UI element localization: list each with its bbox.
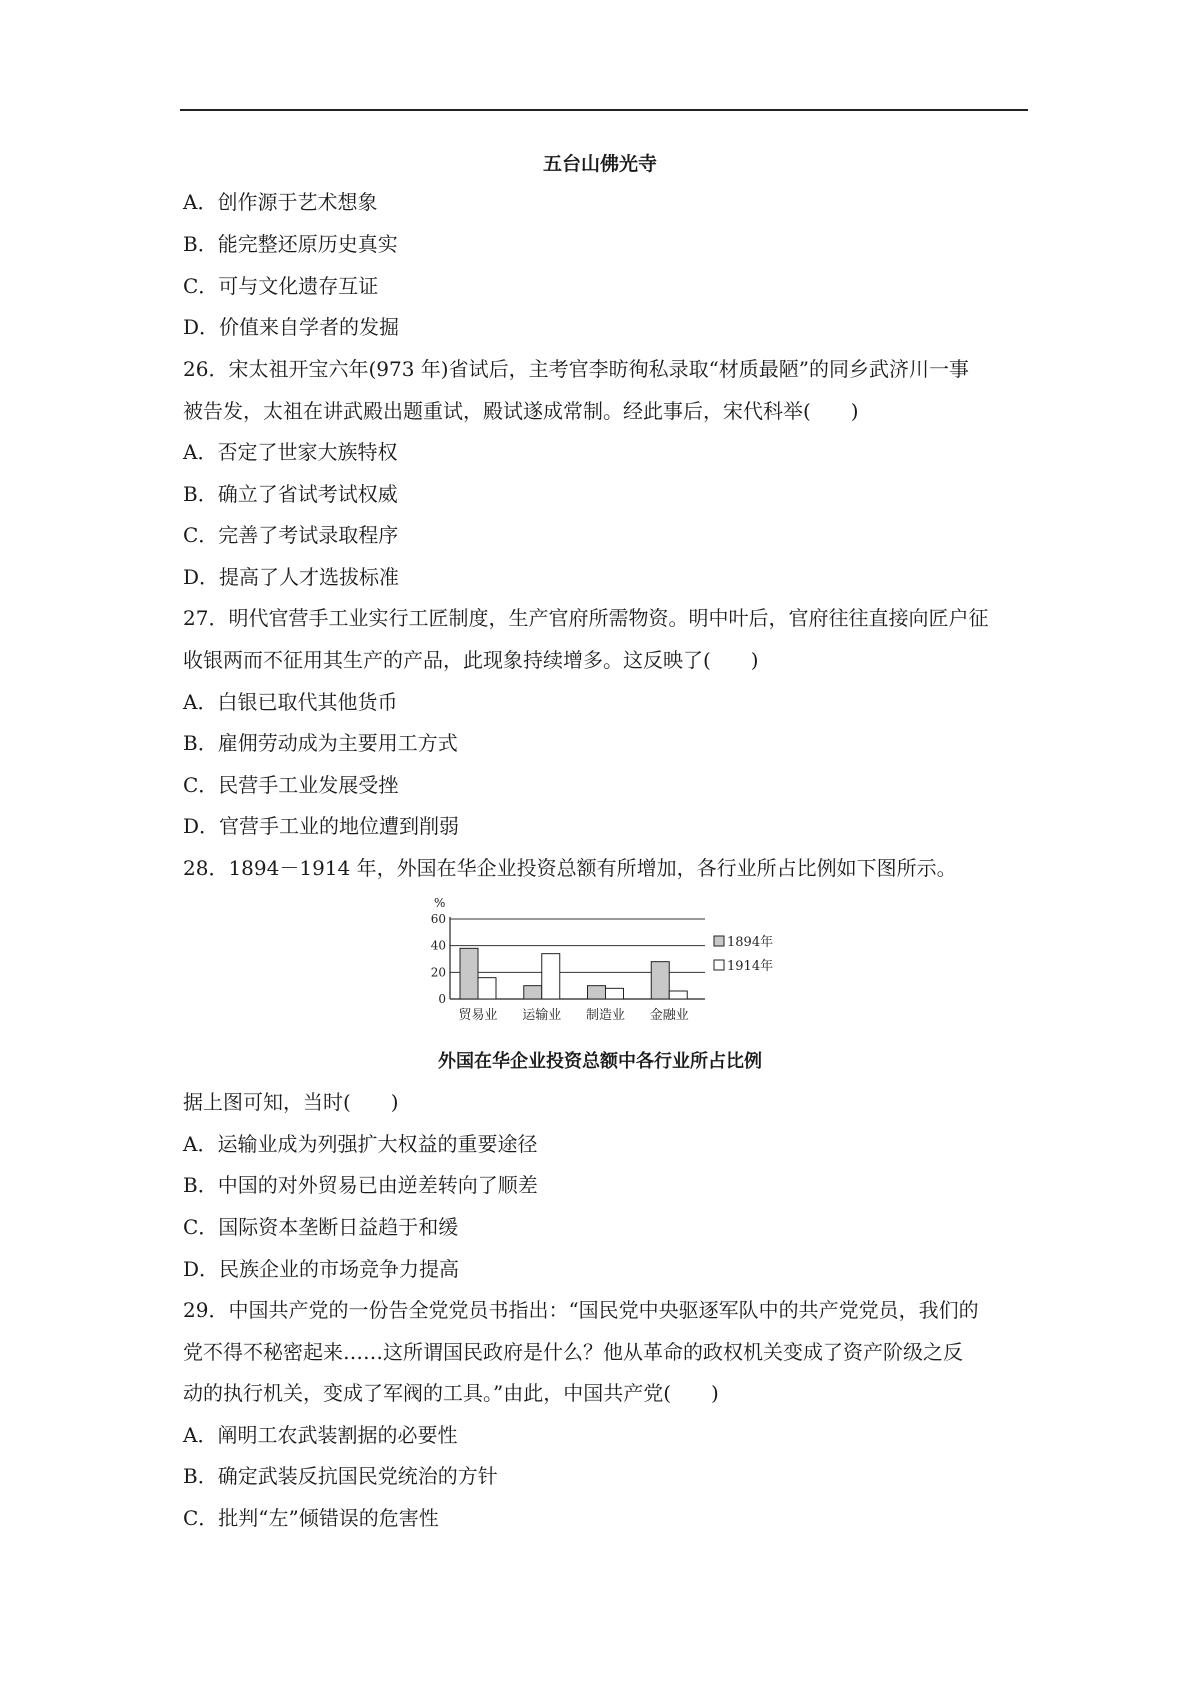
bar (542, 954, 560, 999)
q25-option-d: D．价值来自学者的发掘 (183, 315, 400, 339)
q26-stem-line-1: 26．宋太祖开宝六年(973 年)省试后，主考官李昉徇私录取“材质最陋”的同乡武济川一事 (183, 357, 970, 381)
q27-stem-line-1: 27．明代官营手工业实行工匠制度，生产官府所需物资。明中叶后，官府往往直接向匠户征 (183, 606, 989, 630)
bar (588, 986, 606, 999)
chart-svg (420, 893, 800, 1033)
bar (669, 991, 687, 999)
y-axis-label: % (434, 896, 446, 910)
bar (524, 986, 542, 999)
bar (651, 962, 669, 999)
q26-option-a: A．否定了世家大族特权 (183, 440, 398, 464)
q27-option-b: B．雇佣劳动成为主要用工方式 (183, 731, 458, 755)
q29-option-a: A．阐明工农武装割据的必要性 (183, 1423, 458, 1447)
chart-caption: 外国在华企业投资总额中各行业所占比例 (438, 1051, 762, 1072)
y-tick-label: 40 (430, 938, 446, 953)
q28-option-a: A．运输业成为列强扩大权益的重要途径 (183, 1132, 538, 1156)
q28-option-d: D．民族企业的市场竞争力提高 (183, 1257, 460, 1281)
bar (460, 948, 478, 999)
q29-stem-line-3: 动的执行机关，变成了军阀的工具。”由此，中国共产党( ) (183, 1381, 719, 1405)
q26-option-b: B．确立了省试考试权威 (183, 482, 398, 506)
q29-option-b: B．确定武装反抗国民党统治的方针 (183, 1464, 498, 1488)
q25-option-a: A．创作源于艺术想象 (183, 190, 378, 214)
x-tick-label: 贸易业 (458, 1008, 498, 1023)
q25-option-c: C．可与文化遗存互证 (183, 274, 379, 298)
q27-option-c: C．民营手工业发展受挫 (183, 773, 399, 797)
header-rule (180, 109, 1028, 111)
legend-label: 1894年 (727, 935, 774, 950)
q27-option-d: D．官营手工业的地位遭到削弱 (183, 814, 460, 838)
legend-swatch (714, 960, 724, 970)
q26-stem-line-2: 被告发，太祖在讲武殿出题重试，殿试遂成常制。经此事后，宋代科举( ) (183, 399, 859, 423)
q28-stem: 28．1894－1914 年，外国在华企业投资总额有所增加，各行业所占比例如下图所示。 (183, 856, 957, 880)
q28-follow: 据上图可知，当时( ) (183, 1090, 399, 1114)
x-tick-label: 金融业 (649, 1008, 689, 1023)
legend-swatch (714, 936, 724, 946)
bar (478, 978, 496, 999)
q28-option-c: C．国际资本垄断日益趋于和缓 (183, 1215, 459, 1239)
q27-option-a: A．白银已取代其他货币 (183, 690, 398, 714)
y-tick-label: 60 (430, 912, 446, 926)
y-tick-label: 20 (430, 965, 446, 980)
q25-option-b: B．能完整还原历史真实 (183, 232, 398, 256)
photo-caption: 五台山佛光寺 (542, 153, 657, 175)
legend-label: 1914年 (727, 959, 774, 974)
q28-option-b: B．中国的对外贸易已由逆差转向了顺差 (183, 1173, 538, 1197)
bar (606, 988, 624, 999)
x-tick-label: 制造业 (585, 1008, 626, 1023)
q29-stem-line-1: 29．中国共产党的一份告全党党员书指出：“国民党中央驱逐军队中的共产党党员，我们的 (183, 1298, 979, 1322)
x-tick-label: 运输业 (522, 1008, 562, 1023)
q27-stem-line-2: 收银两而不征用其生产的产品，此现象持续增多。这反映了( ) (183, 648, 759, 672)
q29-stem-line-2: 党不得不秘密起来……这所谓国民政府是什么？他从革命的政权机关变成了资产阶级之反 (183, 1340, 963, 1364)
investment-bar-chart (420, 893, 800, 1037)
q26-option-c: C．完善了考试录取程序 (183, 523, 399, 547)
q29-option-c: C．批判“左”倾错误的危害性 (183, 1506, 439, 1530)
q26-option-d: D．提高了人才选拔标准 (183, 565, 400, 589)
y-tick-label: 0 (438, 992, 446, 1006)
